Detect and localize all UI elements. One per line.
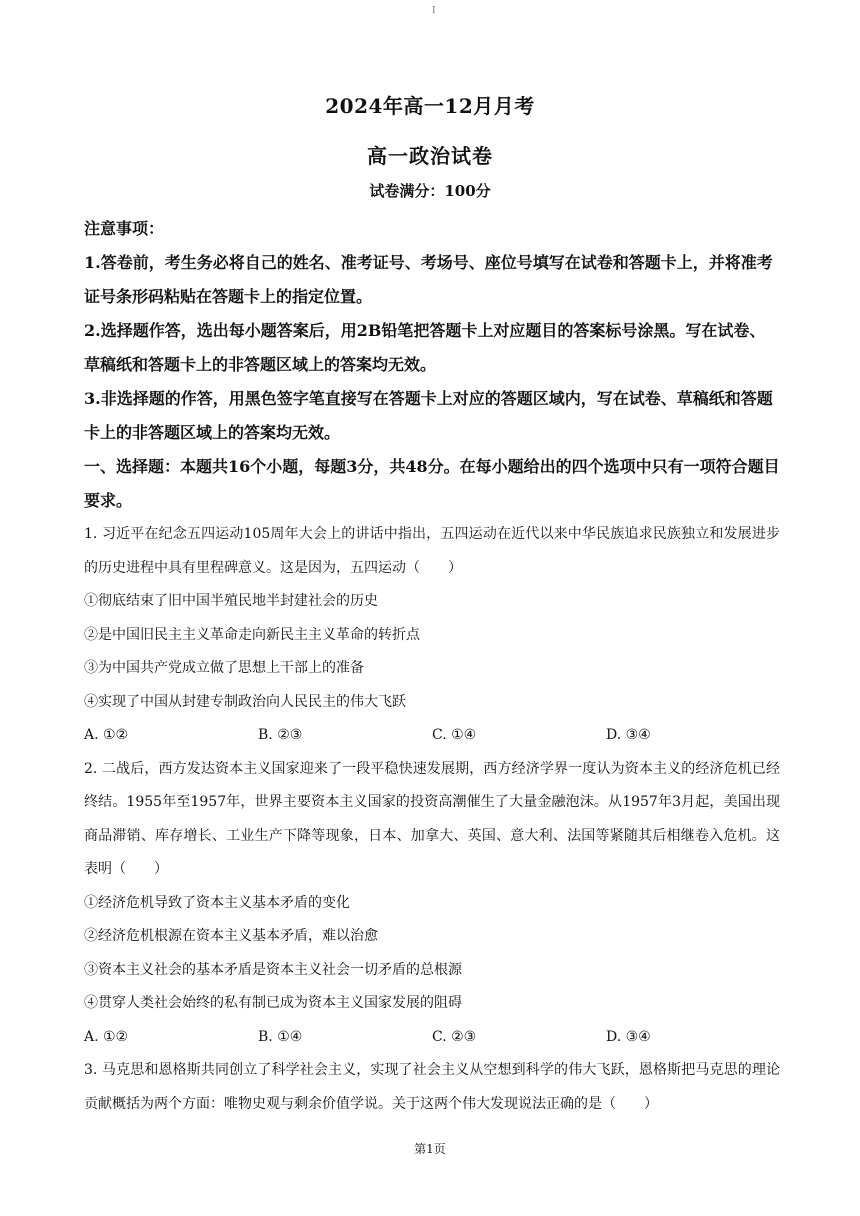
question-stem: 2. 二战后，西方发达资本主义国家迎来了一段平稳快速发展期，西方经济学界一度认为资本主义的经济危机已经终结。1955年至1957年，世界主要资本主义国家的投资高潮催生了大量金融泡沫。从1957年3月起，美国出现商品滞销、库存增长、工业生产下降等现象，日本、加拿大、英国、意大利、法国等紧随其后相继卷入危机。这表明（ ） — [84, 760, 780, 877]
score-line: 试卷满分：100分 — [369, 182, 491, 200]
page-number: 第1页 — [414, 1142, 446, 1156]
choice-c: C. ②③ — [432, 1028, 477, 1045]
header-mark: I — [432, 6, 436, 16]
question-option: ③资本主义社会的基本矛盾是资本主义社会一切矛盾的总根源 — [84, 961, 462, 978]
answer-choices — [84, 719, 780, 753]
note-item: 3.非选择题的作答，用黑色签字笔直接写在答题卡上对应的答题区域内，写在试卷、草稿纸和答题卡上的非答题区域上的答案均无效。 — [84, 389, 773, 442]
exam-subtitle: 高一政治试卷 — [367, 144, 493, 168]
note-item: 2.选择题作答，选出每小题答案后，用2B铅笔把答题卡上对应题目的答案标号涂黑。写在试卷、草稿纸和答题卡上的非答题区域上的答案均无效。 — [84, 321, 766, 374]
question-option: ①经济危机导致了资本主义基本矛盾的变化 — [84, 894, 350, 911]
section-heading: 一、选择题：本题共16个小题，每题3分，共48分。在每小题给出的四个选项中只有一项符合题目要求。 — [84, 457, 780, 510]
question-option: ①彻底结束了旧中国半殖民地半封建社会的历史 — [84, 593, 378, 609]
choice-a: A. ①② — [84, 1028, 129, 1045]
choice-c: C. ①④ — [432, 727, 477, 743]
question-option: ②是中国旧民主主义革命走向新民主主义革命的转折点 — [84, 626, 420, 643]
choice-a: A. ①② — [84, 727, 129, 743]
question-option: ④贯穿人类社会始终的私有制已成为资本主义国家发展的阻碍 — [84, 995, 462, 1011]
choice-b: B. ①④ — [258, 1028, 303, 1045]
question-stem: 1. 习近平在纪念五四运动105周年大会上的讲话中指出，五四运动在近代以来中华民族追求民族独立和发展进步的历史进程中具有里程碑意义。这是因为，五四运动（ ） — [84, 526, 780, 576]
question-1 — [84, 518, 780, 753]
answer-choices — [84, 1021, 780, 1055]
choice-b: B. ②③ — [258, 727, 303, 743]
question-2 — [84, 753, 780, 1055]
choice-d: D. ③④ — [606, 1028, 651, 1045]
question-option: ③为中国共产党成立做了思想上干部上的准备 — [84, 660, 364, 676]
notes-heading: 注意事项： — [84, 219, 165, 238]
question-3 — [84, 1054, 780, 1121]
question-stem: 3. 马克思和恩格斯共同创立了科学社会主义，实现了社会主义从空想到科学的伟大飞跃，恩格斯把马克思的理论贡献概括为两个方面：唯物史观与剩余价值学说。关于这两个伟大发现说法正确的是（ ） — [84, 1062, 780, 1112]
question-option: ④实现了中国从封建专制政治向人民民主的伟大飞跃 — [84, 693, 406, 710]
question-option: ②经济危机根源在资本主义基本矛盾，难以治愈 — [84, 928, 378, 944]
note-item: 1.答卷前，考生务必将自己的姓名、准考证号、考场号、座位号填写在试卷和答题卡上，并将准考证号条形码粘贴在答题卡上的指定位置。 — [84, 253, 773, 306]
exam-content — [84, 212, 780, 1121]
exam-title: 2024年高一12月月考 — [325, 94, 535, 118]
choice-d: D. ③④ — [606, 727, 651, 743]
